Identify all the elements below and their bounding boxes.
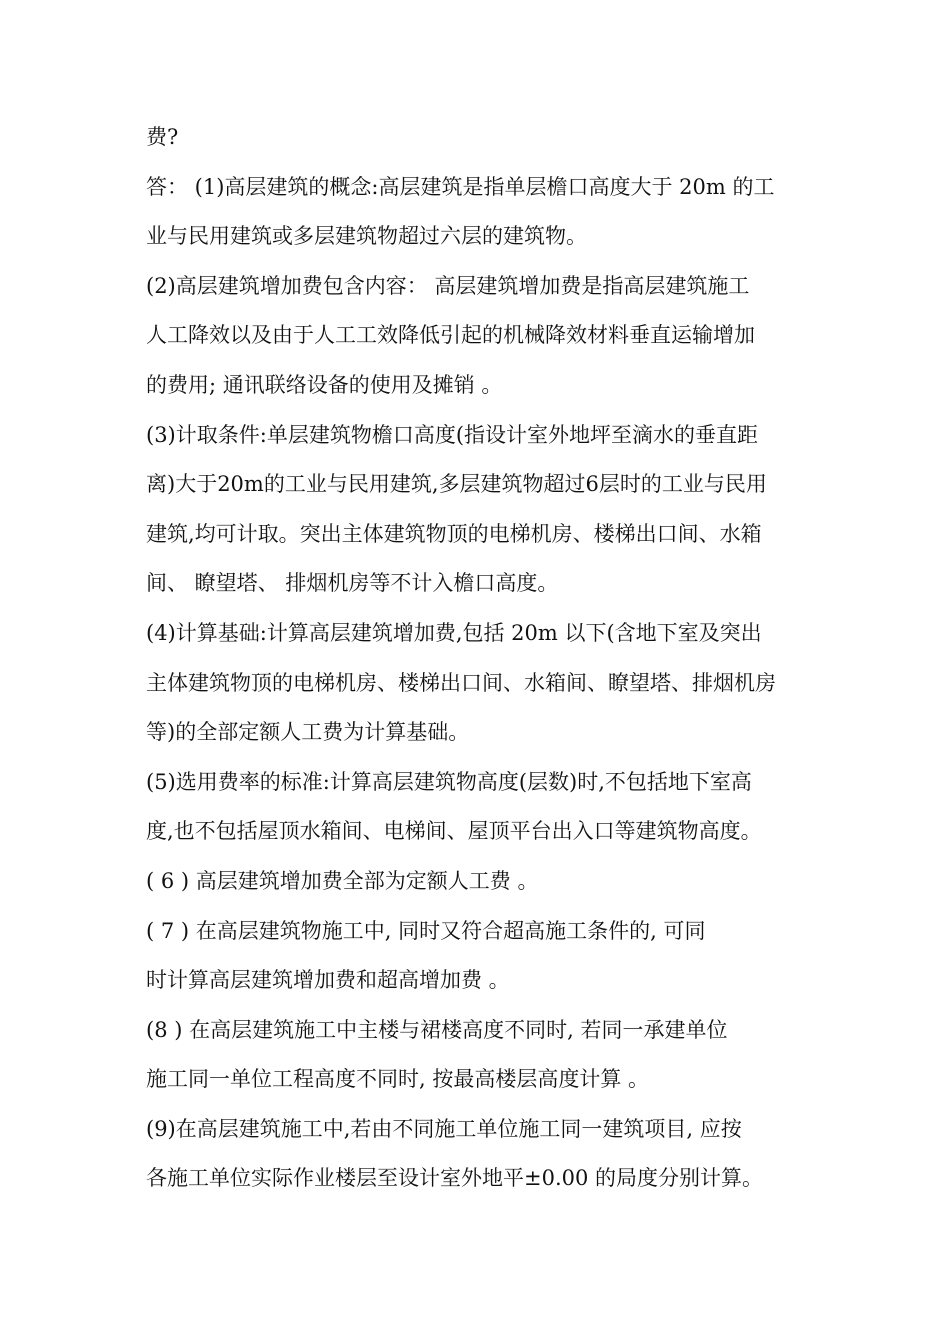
text-line: (3)计取条件:单层建筑物檐口高度(指设计室外地坪至滴水的垂直距 bbox=[146, 422, 759, 447]
text-line: (5)选用费率的标准:计算高层建筑物高度(层数)时,不包括地下室高 bbox=[146, 769, 752, 794]
text-line: 度,也不包括屋顶水箱间、电梯间、屋顶平台出入口等建筑物高度。 bbox=[146, 819, 762, 844]
text-line: (4)计算基础:计算高层建筑增加费,包括 20m 以下(含地下室及突出 bbox=[146, 620, 762, 645]
text-line: 各施工单位实际作业楼层至设计室外地平±0.00 的局度分别计算。 bbox=[146, 1166, 764, 1191]
text-line: (9)在高层建筑施工中,若由不同施工单位施工同一建筑项目, 应按 bbox=[146, 1116, 742, 1141]
text-line: 建筑,均可计取。突出主体建筑物顶的电梯机房、楼梯出口间、水箱 bbox=[146, 521, 762, 546]
text-line: (2)高层建筑增加费包含内容： 高层建筑增加费是指高层建筑施工 bbox=[146, 273, 750, 298]
text-line: 的费用; 通讯联络设备的使用及摊销 。 bbox=[146, 372, 503, 397]
text-line: ( 7 ) 在高层建筑物施工中, 同时又符合超高施工条件的, 可同 bbox=[146, 918, 706, 943]
text-line: 主体建筑物顶的电梯机房、楼梯出口间、水箱间、瞭望塔、排烟机房 bbox=[146, 670, 776, 695]
text-line: (8 ) 在高层建筑施工中主楼与裙楼高度不同时, 若同一承建单位 bbox=[146, 1017, 728, 1042]
text-line: 时计算高层建筑增加费和超高增加费 。 bbox=[146, 968, 510, 993]
text-line: 业与民用建筑或多层建筑物超过六层的建筑物。 bbox=[146, 224, 587, 249]
text-line: 施工同一单位工程高度不同时, 按最高楼层高度计算 。 bbox=[146, 1067, 650, 1092]
document-body bbox=[146, 113, 814, 1204]
text-line: ( 6 ) 高层建筑增加费全部为定额人工费 。 bbox=[146, 868, 539, 893]
text-line: 人工降效以及由于人工工效降低引起的机械降效材料垂直运输增加 bbox=[146, 323, 755, 348]
text-line: 费? bbox=[146, 125, 179, 149]
text-line: 离)大于20m的工业与民用建筑,多层建筑物超过6层时的工业与民用 bbox=[146, 472, 767, 497]
text-line: 答： (1)高层建筑的概念:高层建筑是指单层檐口高度大于 20m 的工 bbox=[146, 174, 775, 199]
text-line: 等)的全部定额人工费为计算基础。 bbox=[146, 720, 470, 745]
text-line: 间、 瞭望塔、 排烟机房等不计入檐口高度。 bbox=[146, 571, 559, 596]
